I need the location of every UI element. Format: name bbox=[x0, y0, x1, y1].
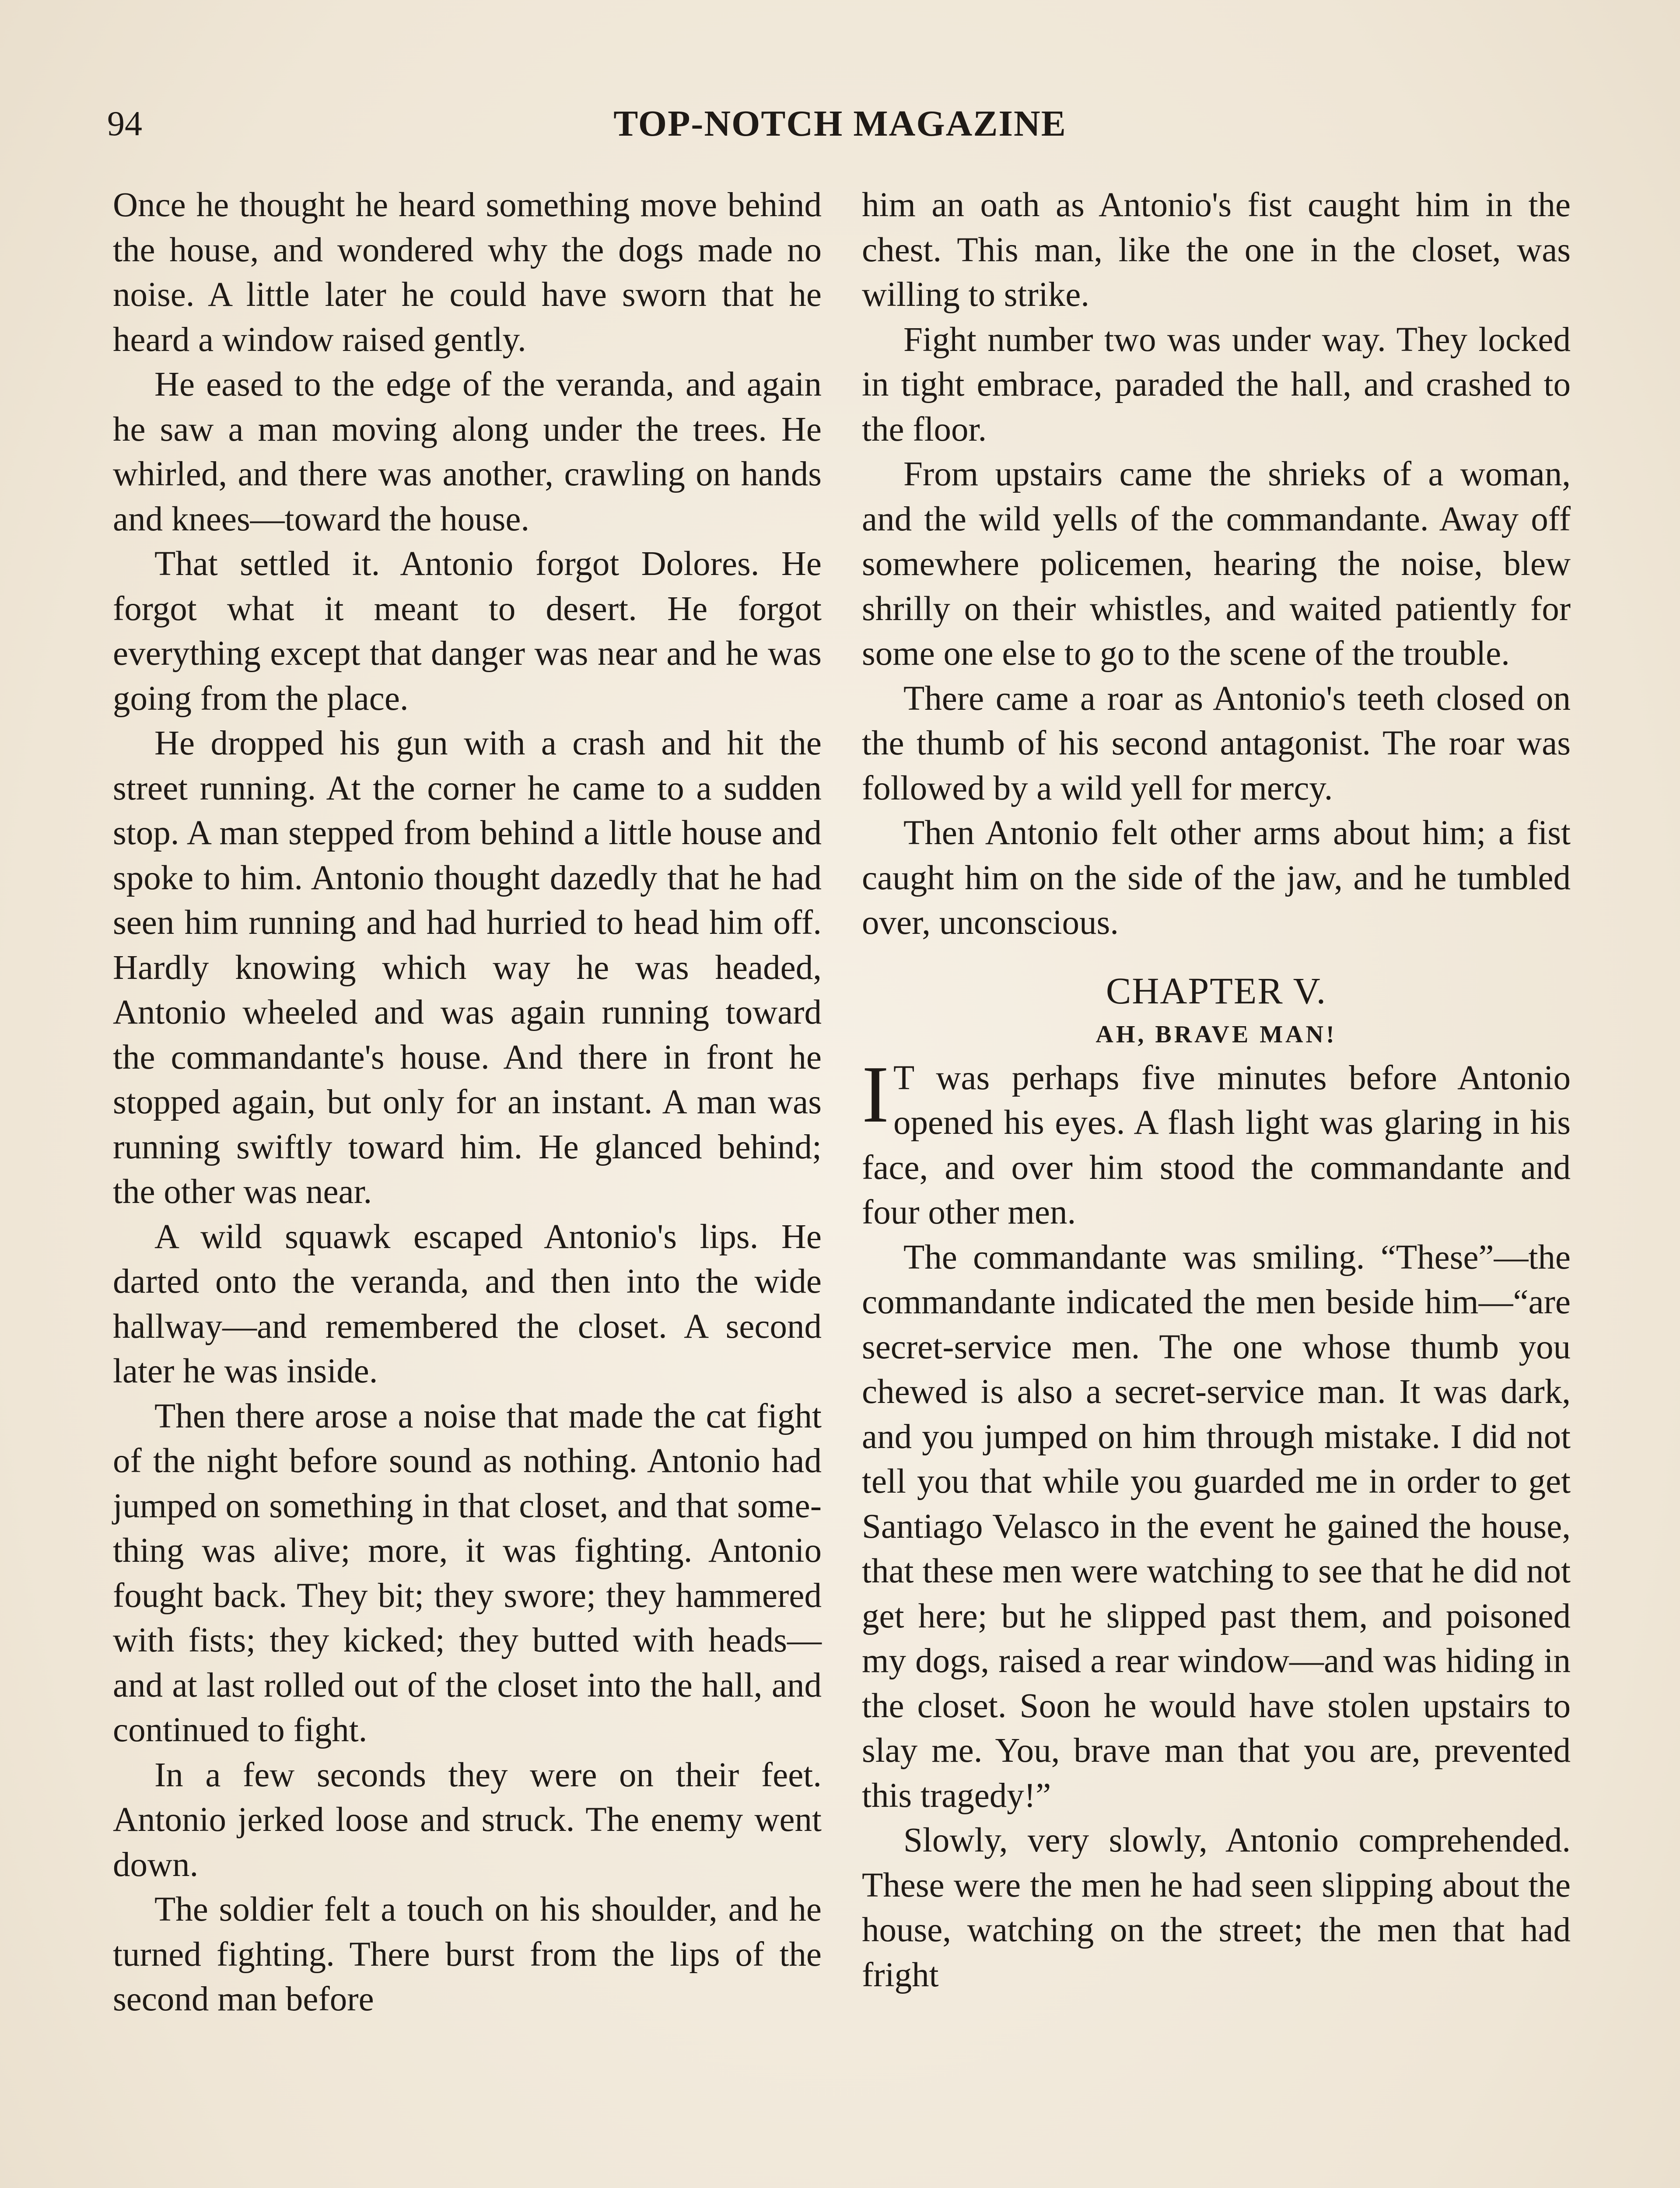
chapter-opening-paragraph bbox=[862, 1049, 1571, 1235]
right-column bbox=[862, 183, 1571, 1998]
chapter-opening-text: T was perhaps five minutes before Antonio opened his eyes. A flash light was glaring in his face, and over him stood the commandante and four other men. bbox=[862, 1059, 1571, 1231]
paragraph: That settled it. Antonio forgot Dolores. He forgot what it meant to desert. He forgot everything except that danger was near and he was going from the place. bbox=[113, 545, 822, 718]
paragraph: He dropped his gun with a crash and hit the street running. At the corner he came to a sudden stop. A man stepped from behind a little house and spoke to him. Antonio thought dazedly that he had seen him running and had hurried to head him off. Hardly knowing which way he was headed, Antonio wheeled and was again running toward the commandante's house. And there in front he stopped again, but only for an instant. A man was running swiftly toward him. He glanced behind; the other was near. bbox=[113, 724, 822, 1211]
running-title: TOP-NOTCH MAGAZINE bbox=[613, 103, 1067, 144]
paragraph: He eased to the edge of the veranda, and again he saw a man moving along under the trees. He whirled, and there was another, crawling on hands and knees—toward the house. bbox=[113, 365, 822, 538]
paragraph: The soldier felt a touch on his shoulder, and he turned fighting. There burst from the lips of the second man before bbox=[113, 1890, 822, 2018]
page-header bbox=[107, 100, 1573, 148]
page-number: 94 bbox=[107, 105, 142, 143]
paragraph: Fight number two was under way. They locked in tight embrace, paraded the hall, and crashed to the floor. bbox=[862, 320, 1571, 449]
chapter-title: CHAPTER V. bbox=[1106, 969, 1327, 1012]
paragraph: Then Antonio felt other arms about him; a fist caught him on the side of the jaw, and he tumbled over, unconscious. bbox=[862, 814, 1571, 942]
paragraph: In a few seconds they were on their feet. Antonio jerked loose and struck. The enemy went down. bbox=[113, 1756, 822, 1884]
drop-cap: I bbox=[862, 1049, 889, 1140]
paragraph: The commandante was smiling. “These”—the commandante indicated the men beside him—“are secret-service men. The one whose thumb you chewed is also a secret-service man. It was dark, and you jumped on him through mistake. I did not tell you that while you guarded me in order to get Santiago Velasco in the event he gained the house, that these men were watching to see that he did not get here; but he slipped past them, and poisoned my dogs, raised a rear window—and was hiding in the closet. Soon he would have stolen upstairs to slay me. You, brave man that you are, prevented this tragedy!” bbox=[862, 1238, 1571, 1815]
paragraph: Once he thought he heard something move behind the house, and wondered why the dogs made no noise. A little later he could have sworn that he heard a window raised gently. bbox=[113, 186, 822, 359]
paragraph: Then there arose a noise that made the cat fight of the night before sound as nothing. Antonio had jumped on something in that closet, and that something was alive; more, it was fighting. Antonio fought back. They bit; they swore; they hammered with fists; they kicked; they butted with heads—and at last rolled out of the closet into the hall, and continued to fight. bbox=[113, 1397, 822, 1749]
paragraph: Slowly, very slowly, Antonio comprehended. These were the men he had seen slipping about the house, watching on the street; the men that had fright bbox=[862, 1821, 1571, 1994]
chapter-subtitle: AH, BRAVE MAN! bbox=[1096, 1020, 1337, 1048]
paragraph: There came a roar as Antonio's teeth closed on the thumb of his second antagonist. The roar was followed by a wild yell for mercy. bbox=[862, 679, 1571, 807]
paragraph: A wild squawk escaped Antonio's lips. He darted onto the veranda, and then into the wide hallway—and remembered the closet. A second later he was inside. bbox=[113, 1217, 822, 1390]
paragraph: From upstairs came the shrieks of a woman, and the wild yells of the commandante. Away off somewhere policemen, hearing the noise, blew shrilly on their whistles, and waited patiently for some one else to go to the scene of the trouble. bbox=[862, 455, 1571, 673]
paragraph: him an oath as Antonio's fist caught him in the chest. This man, like the one in the closet, was willing to strike. bbox=[862, 186, 1571, 314]
left-column bbox=[113, 183, 822, 2022]
